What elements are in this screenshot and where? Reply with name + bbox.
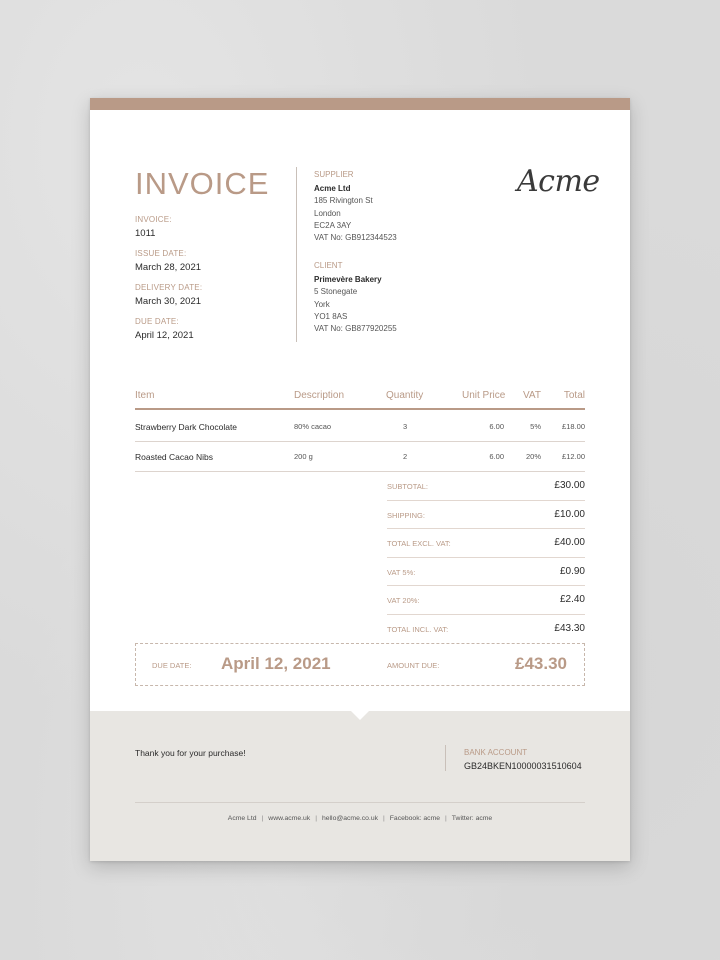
- items-table-header: [135, 390, 585, 410]
- invoice-footer: [90, 711, 630, 861]
- subtotal-value: £30.00: [554, 480, 585, 491]
- cell-description: 200 g: [294, 452, 313, 461]
- cell-unit-price: 6.00: [489, 422, 504, 431]
- cell-quantity: 2: [403, 452, 408, 461]
- vat-20-label: VAT 20%:: [387, 596, 420, 606]
- client-label: CLIENT: [314, 261, 343, 270]
- company-logo: Acme: [517, 164, 600, 199]
- due-box-date-label: DUE DATE:: [152, 661, 192, 670]
- cell-item: Strawberry Dark Chocolate: [135, 422, 238, 432]
- shipping-label: SHIPPING:: [387, 510, 425, 520]
- issue-date-block: [135, 249, 201, 273]
- cell-total: £18.00: [562, 422, 585, 431]
- total-incl-vat-value: £43.30: [554, 623, 585, 634]
- client-postcode: YO1 8AS: [314, 311, 348, 321]
- invoice-number-block: [135, 215, 172, 239]
- col-header-unit-price: Unit Price: [462, 390, 506, 401]
- table-row: [135, 412, 585, 442]
- footer-notch: [351, 711, 369, 720]
- delivery-date-value: March 30, 2021: [135, 296, 202, 307]
- supplier-street: 185 Rivington St: [314, 196, 373, 206]
- shipping-value: £10.00: [554, 508, 585, 520]
- col-header-item: Item: [135, 390, 155, 401]
- subtotal-row: [387, 472, 585, 501]
- bank-account-value: GB24BKEN10000031510604: [464, 761, 582, 771]
- accent-bar: [90, 98, 630, 110]
- footer-separator: |: [261, 815, 264, 822]
- vat-5-label: VAT 5%:: [387, 567, 416, 577]
- invoice-number-value: 1011: [135, 228, 156, 239]
- col-header-total: Total: [563, 390, 585, 401]
- invoice-title: INVOICE: [135, 166, 270, 201]
- total-excl-vat-label: TOTAL EXCL. VAT:: [387, 539, 451, 549]
- footer-links: [135, 815, 585, 822]
- subtotal-label: SUBTOTAL:: [387, 482, 428, 491]
- issue-date-label: ISSUE DATE:: [135, 249, 187, 258]
- vat-20-value: £2.40: [559, 594, 585, 606]
- vat-5-row: [387, 558, 585, 587]
- supplier-postcode: EC2A 3AY: [314, 220, 352, 230]
- cell-quantity: 3: [403, 422, 408, 431]
- due-date-label: DUE DATE:: [135, 317, 179, 326]
- footer-divider: [445, 745, 446, 771]
- thank-you-message: Thank you for your purchase!: [135, 748, 246, 758]
- total-excl-vat-value: £40.00: [554, 537, 585, 549]
- issue-date-value: March 28, 2021: [135, 262, 202, 273]
- amount-due-value: £43.30: [515, 654, 567, 673]
- cell-vat: 20%: [525, 452, 541, 461]
- footer-separator: |: [315, 815, 317, 822]
- client-city: York: [314, 299, 330, 309]
- cell-description: 80% cacao: [294, 422, 332, 431]
- footer-separator: |: [383, 815, 385, 822]
- due-date-block: [135, 317, 194, 341]
- invoice-sheet: [90, 98, 630, 861]
- footer-company: Acme Ltd: [227, 815, 257, 822]
- footer-facebook-link[interactable]: Facebook: acme: [389, 815, 441, 822]
- delivery-date-label: DELIVERY DATE:: [135, 283, 203, 292]
- vat-5-value: £0.90: [559, 565, 585, 577]
- col-header-vat: VAT: [523, 390, 541, 401]
- client-name: Primevère Bakery: [314, 275, 382, 284]
- shipping-row: [387, 501, 585, 530]
- col-header-quantity: Quantity: [386, 390, 424, 401]
- vat-20-row: [387, 586, 585, 615]
- client-block: [314, 261, 397, 335]
- cell-unit-price: 6.00: [489, 452, 504, 461]
- amount-due-box: [135, 643, 585, 686]
- invoice-number-label: INVOICE:: [135, 215, 172, 224]
- client-vat: VAT No: GB877920255: [314, 324, 397, 334]
- due-date-value: April 12, 2021: [135, 330, 194, 341]
- footer-website-link[interactable]: www.acme.uk: [268, 815, 311, 822]
- footer-twitter-link[interactable]: Twitter: acme: [451, 815, 493, 822]
- supplier-city: London: [314, 208, 341, 218]
- cell-total: £12.00: [562, 452, 585, 461]
- cell-item: Roasted Cacao Nibs: [135, 452, 213, 462]
- footer-separator: |: [445, 815, 447, 822]
- due-box-date-value: April 12, 2021: [221, 654, 331, 673]
- total-incl-vat-row: [387, 615, 585, 644]
- cell-vat: 5%: [530, 422, 541, 431]
- total-incl-vat-label: TOTAL INCL. VAT:: [387, 625, 449, 634]
- col-header-description: Description: [294, 390, 345, 401]
- amount-due-label: AMOUNT DUE:: [387, 661, 440, 670]
- total-excl-vat-row: [387, 529, 585, 558]
- header-divider: [296, 167, 297, 342]
- supplier-name: Acme Ltd: [314, 184, 351, 193]
- client-street: 5 Stonegate: [314, 287, 358, 297]
- bank-account-label: BANK ACCOUNT: [464, 748, 528, 757]
- supplier-block: [314, 170, 397, 244]
- table-row: [135, 442, 585, 472]
- supplier-label: SUPPLIER: [314, 170, 354, 179]
- supplier-vat: VAT No: GB912344523: [314, 233, 397, 243]
- footer-email-link[interactable]: hello@acme.co.uk: [321, 815, 378, 822]
- delivery-date-block: [135, 283, 202, 307]
- footer-rule: [135, 802, 585, 803]
